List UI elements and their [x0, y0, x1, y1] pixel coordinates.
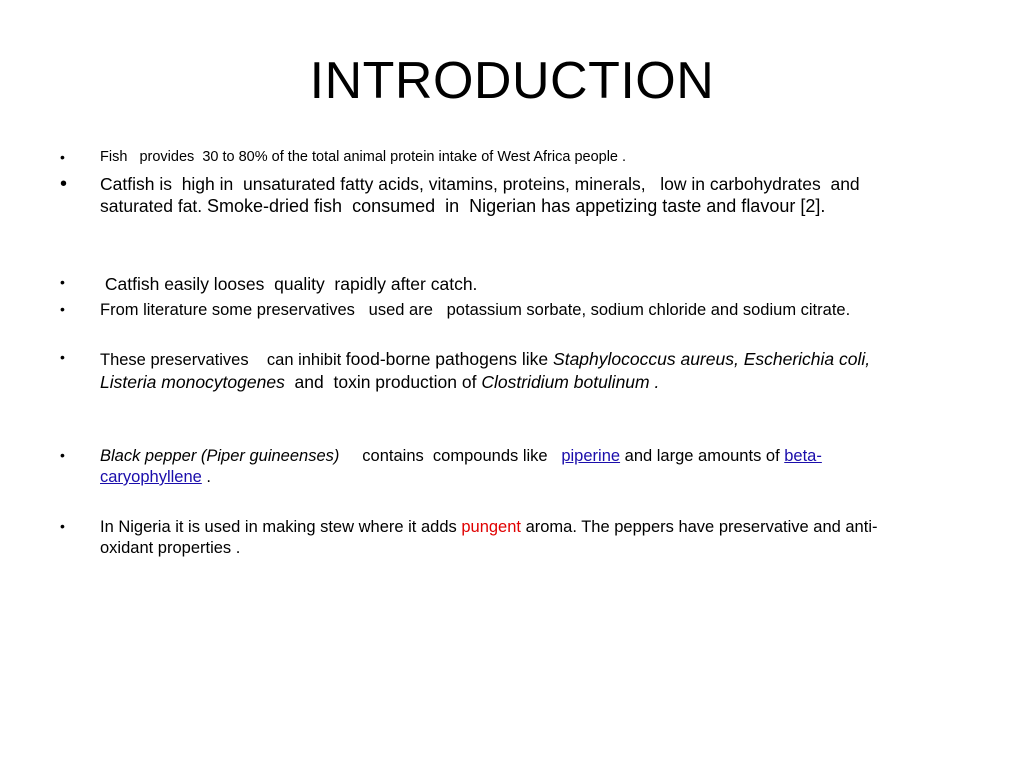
bullet-text-part: . [201, 468, 211, 486]
bullet-text [100, 348, 890, 393]
bullet-text-part: Smoke-dried fish consumed in Nigerian has appetizing taste and flavour [2]. [207, 196, 826, 216]
bullet-text-part: and large amounts of [620, 447, 785, 465]
bullet-marker: • [60, 149, 65, 165]
bullet-text [100, 446, 890, 488]
bullet-text: Catfish easily looses quality rapidly after catch. [100, 274, 478, 294]
bullet-text-part: In Nigeria it is used in making stew where it adds [100, 518, 462, 536]
bullet-text: Fish provides 30 to 80% of the total animal protein intake of West Africa people . [100, 149, 627, 165]
bullet-text-part: contains compounds like [339, 447, 562, 465]
bullet-text [100, 517, 890, 559]
bullet-text: From literature some preservatives used are potassium sorbate, sodium chloride and sodium citrate. [100, 301, 851, 319]
bullet-text-part: aroma. The peppers have preservative and anti-oxidant properties . [100, 518, 878, 557]
bullet-marker: • [60, 173, 68, 195]
beta-caryophyllene-link[interactable]: beta-caryophyllene [100, 447, 822, 486]
bullet-marker: • [60, 349, 65, 365]
bullet-text-part: and toxin production of [284, 372, 482, 392]
slide-title: INTRODUCTION [309, 52, 715, 110]
piperine-link[interactable]: piperine [561, 447, 621, 465]
bullet-text [100, 173, 890, 217]
bullet-text-italic: Clostridium botulinum . [481, 372, 660, 392]
bullet-text-part: These preservatives can inhibit [100, 351, 346, 369]
bullet-marker: • [60, 518, 65, 534]
bullet-text-part: food-borne pathogens like [345, 349, 554, 369]
bullet-marker: • [60, 274, 65, 290]
bullet-marker: • [60, 447, 65, 463]
pungent-highlight: pungent [461, 518, 521, 536]
bullet-text-italic: Black pepper (Piper guineenses) [100, 447, 340, 465]
bullet-marker: • [60, 301, 65, 317]
bullet-text-part: Catfish is high in unsaturated fatty acids, vitamins, proteins, minerals, low in carbohydrates and saturated fat. [100, 174, 865, 216]
bullet-text-italic: Staphylococcus aureus, Escherichia coli, Listeria monocytogenes [100, 349, 876, 392]
